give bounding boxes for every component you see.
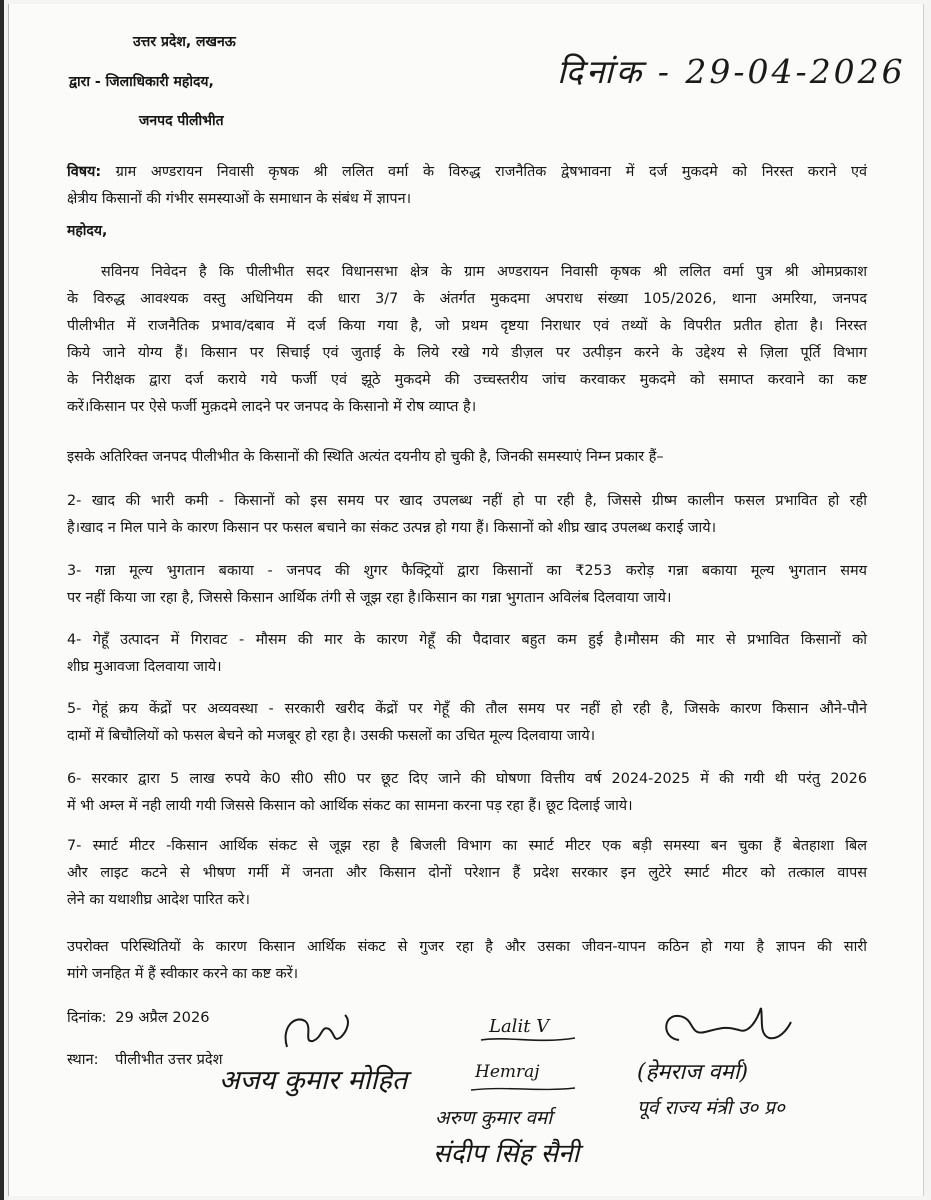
salutation: महोदय,	[67, 223, 108, 239]
point-4	[67, 627, 867, 681]
point-line: शीघ्र मुआवजा दिलवाया जाये।	[67, 659, 222, 675]
header-district-line: जनपद पीलीभीत	[139, 113, 224, 129]
footer-date-value: 29 अप्रैल 2026	[115, 1009, 210, 1026]
footer-date	[67, 1004, 210, 1031]
closing-line: उपरोक्त परिस्थितियों के कारण किसान आर्थिक संकट से गुजर रहा है और उसका जीवन-यापन कठिन हो गया है ज्ञापन की सारी	[67, 939, 867, 955]
handwritten-date: दिनांक - 29-04-2026	[557, 52, 906, 91]
signature-3: Hemraj	[475, 1062, 540, 1082]
subject-block	[67, 159, 867, 213]
footer-place-value: पीलीभीत उत्तर प्रदेश	[115, 1051, 223, 1068]
signature-4-scribble	[649, 1000, 799, 1056]
signature-2-stroke	[479, 1034, 579, 1046]
point-line: दामों में बिचौलियों को फसल बेचने को मजबूर हो रहा है। उसकी फसलों का उचित मूल्य दिलवाया जाये।	[67, 728, 596, 744]
point-line: 4- गेहूँ उत्पादन में गिरावट - मौसम की मार के कारण गेहूँ की पैदावार बहुत कम हुई है।मौसम की मार से प्रभावित किसानों को	[67, 632, 867, 648]
point-3	[67, 558, 867, 612]
intro-line: पीलीभीत में राजनैतिक प्रभाव/दबाव में दर्ज किया गया है, जो प्रथम दृष्टया निराधार एवं तथ्यों के विपरीत प्रतीत होता है। निरस्त	[67, 318, 867, 334]
letter-sheet	[8, 4, 924, 1196]
intro-line: के निरीक्षक द्वारा दर्ज कराये गये फर्जी एवं झूठे मुकदमे की उच्चस्तरीय जांच करवाकर मुकदमे को समाप्त करवाने का कष्ट	[67, 372, 867, 388]
point-line: और लाइट कटने से भीषण गर्मी में जनता और किसान दोनों परेशान हैं प्रदेश सरकार इन लुटेरे स्मार्ट मीटर को तत्काल वापस	[67, 865, 867, 881]
signature-6-name: संदीप सिंह सैनी	[433, 1139, 580, 1169]
subject-line-1: ग्राम अण्डरायन निवासी कृषक श्री ललित वर्मा के विरुद्ध राजनैतिक द्वेषभावना में दर्ज मुकदमे को निरस्त कराने एवं	[115, 164, 868, 180]
point-line: 2- खाद की भारी कमी - किसानों को इस समय पर खाद उपलब्ध नहीं हो पा रही है, जिससे ग्रीष्म कालीन फसल प्रभावित हो रही	[67, 493, 867, 509]
intro-line: सविनय निवेदन है कि पीलीभीत सदर विधानसभा क्षेत्र के ग्राम अण्डरायन निवासी कृषक श्री ललित वर्मा पुत्र श्री ओमप्रकाश	[101, 264, 867, 280]
footer-place	[67, 1046, 223, 1073]
point-line: 5- गेहूं क्रय केंद्रों पर अव्यवस्था - सरकारी खरीद केंद्रों पर गेहूँ की तौल समय पर नहीं हो रही है, जिसके कारण किसान औने-पौने	[67, 701, 867, 717]
subject-label: विषय:	[67, 164, 102, 180]
point-line: 6- सरकार द्वारा 5 लाख रुपये के0 सी0 सी0 पर छूट दिए जाने की घोषणा वित्तीय वर्ष 2024-2025 में की गयी थी परंतु 2026	[67, 771, 867, 787]
intro-line: करें।किसान पर ऐसे फर्जी मुक़दमे लादने पर जनपद के किसानो में रोष व्याप्त है।	[67, 399, 477, 415]
point-5	[67, 696, 867, 750]
signature-4-name: (हेमराज वर्मा)	[637, 1060, 749, 1085]
closing-line: मांगे जनहित में हैं स्वीकार करने का कष्ट करें।	[67, 966, 299, 982]
point-line: लेने का यथाशीघ्र आदेश पारित करे।	[67, 892, 250, 908]
point-line: है।खाद न मिल पाने के कारण किसान पर फसल बचाने का संकट उत्पन्न हो गया हैं। किसानों को शीघ्र खाद उपलब्ध कराई जाये।	[67, 520, 717, 536]
point-line: 3- गन्ना मूल्य भुगतान बकाया - जनपद की शुगर फैक्ट्रियों द्वारा किसानों का ₹253 करोड़ गन्ना बकाया मूल्य भुगतान समय	[67, 563, 867, 579]
intro-paragraph	[67, 259, 867, 421]
subject-line-2: क्षेत्रीय किसानों की गंभीर समस्याओं के समाधान के संबंध में ज्ञापन।	[67, 191, 412, 207]
signature-scribble-1	[277, 1007, 357, 1059]
scan-edge	[0, 0, 4, 1200]
point-6	[67, 766, 867, 820]
point-7	[67, 833, 867, 914]
point-line: पर नहीं किया जा रहा है, जिससे किसान आर्थिक तंगी से जूझ रहा है।किसान का गन्ना भुगतान अविलंब दिलवाया जाये।	[67, 590, 672, 606]
signature-5-name: अरुण कुमार वर्मा	[435, 1107, 553, 1129]
transition-paragraph	[67, 444, 867, 471]
signature-2: Lalit V	[489, 1016, 550, 1037]
signature-3-stroke	[469, 1082, 579, 1094]
footer-place-label: स्थान:	[67, 1051, 99, 1068]
point-2	[67, 488, 867, 542]
closing-paragraph	[67, 934, 867, 988]
intro-line: किये जाने योग्य हैं। किसान पर सिचाई एवं जुताई के लिये रखे गये डीज़ल पर उत्पीड़न करने के उद्देश्य से ज़िला पूर्ति विभाग	[67, 345, 867, 361]
signature-1-name: अजय कुमार मोहित	[219, 1065, 408, 1096]
footer-date-label: दिनांक:	[67, 1009, 107, 1026]
intro-line: के विरुद्ध आवश्यक वस्तु अधिनियम की धारा 3/7 के अंतर्गत मुकदमा अपराध संख्या 105/2026, थाना अमरिया, जनपद	[67, 291, 867, 307]
header-through-line: द्वारा - जिलाधिकारी महोदय,	[69, 74, 214, 90]
point-line: 7- स्मार्ट मीटर -किसान आर्थिक संकट से जूझ रहा है बिजली विभाग का स्मार्ट मीटर एक बड़ी समस्या बन चुका हैं बेतहाशा बिल	[67, 838, 867, 854]
transition-line: इसके अतिरिक्त जनपद पीलीभीत के किसानों की स्थिति अत्यंत दयनीय हो चुकी है, जिनकी समस्याएं निम्न प्रकार हैं–	[67, 449, 664, 465]
point-line: में भी अम्ल में नही लायी गयी जिससे किसान को आर्थिक संकट का सामना करना पड़ रहा हैं। छूट दिलाई जाये।	[67, 798, 633, 814]
signature-4-title: पूर्व राज्य मंत्री उ० प्र०	[637, 1097, 785, 1119]
header-state-city: उत्तर प्रदेश, लखनऊ	[133, 34, 236, 50]
